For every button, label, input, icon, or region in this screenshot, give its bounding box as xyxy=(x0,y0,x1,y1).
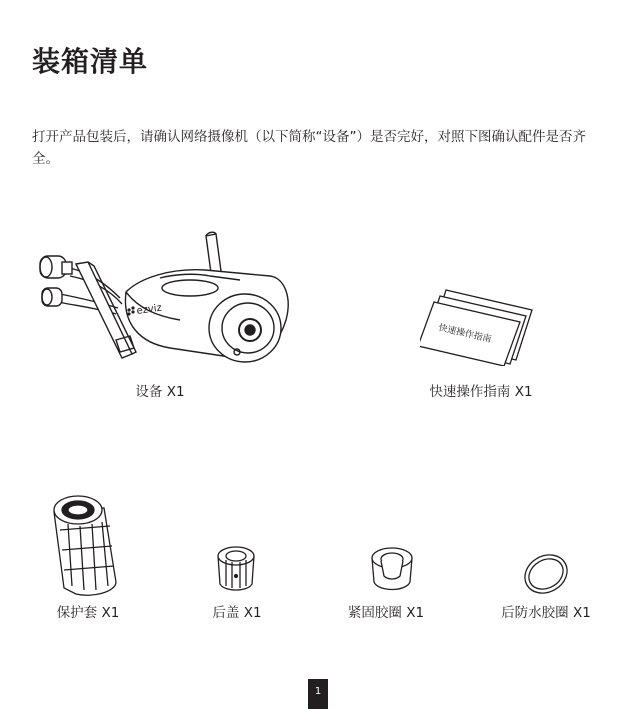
protective-sleeve-illustration xyxy=(46,490,118,600)
page-number: 1 xyxy=(308,679,328,709)
page-title: 装箱清单 xyxy=(32,45,149,78)
caption-protective-sleeve: 保护套 X1 xyxy=(56,605,120,621)
camera-device-illustration xyxy=(30,228,290,378)
caption-device: 设备 X1 xyxy=(135,384,185,400)
caption-quick-guide: 快速操作指南 X1 xyxy=(429,384,533,400)
caption-rear-cap: 后盖 X1 xyxy=(212,605,262,621)
brand-logo: ezviz xyxy=(135,302,163,317)
rear-cap-illustration xyxy=(214,544,258,594)
caption-waterproof-ring: 后防水胶圈 X1 xyxy=(501,605,591,621)
fastening-ring-illustration xyxy=(366,544,418,594)
quick-guide-illustration xyxy=(420,286,540,366)
waterproof-ring-illustration xyxy=(520,552,572,596)
caption-fastening-ring: 紧固胶圈 X1 xyxy=(347,605,425,621)
intro-paragraph: 打开产品包装后，请确认网络摄像机（以下简称“设备”）是否完好，对照下图确认配件是否齐全。 xyxy=(32,129,586,167)
guide-card-text: 快速操作指南 xyxy=(437,323,493,346)
